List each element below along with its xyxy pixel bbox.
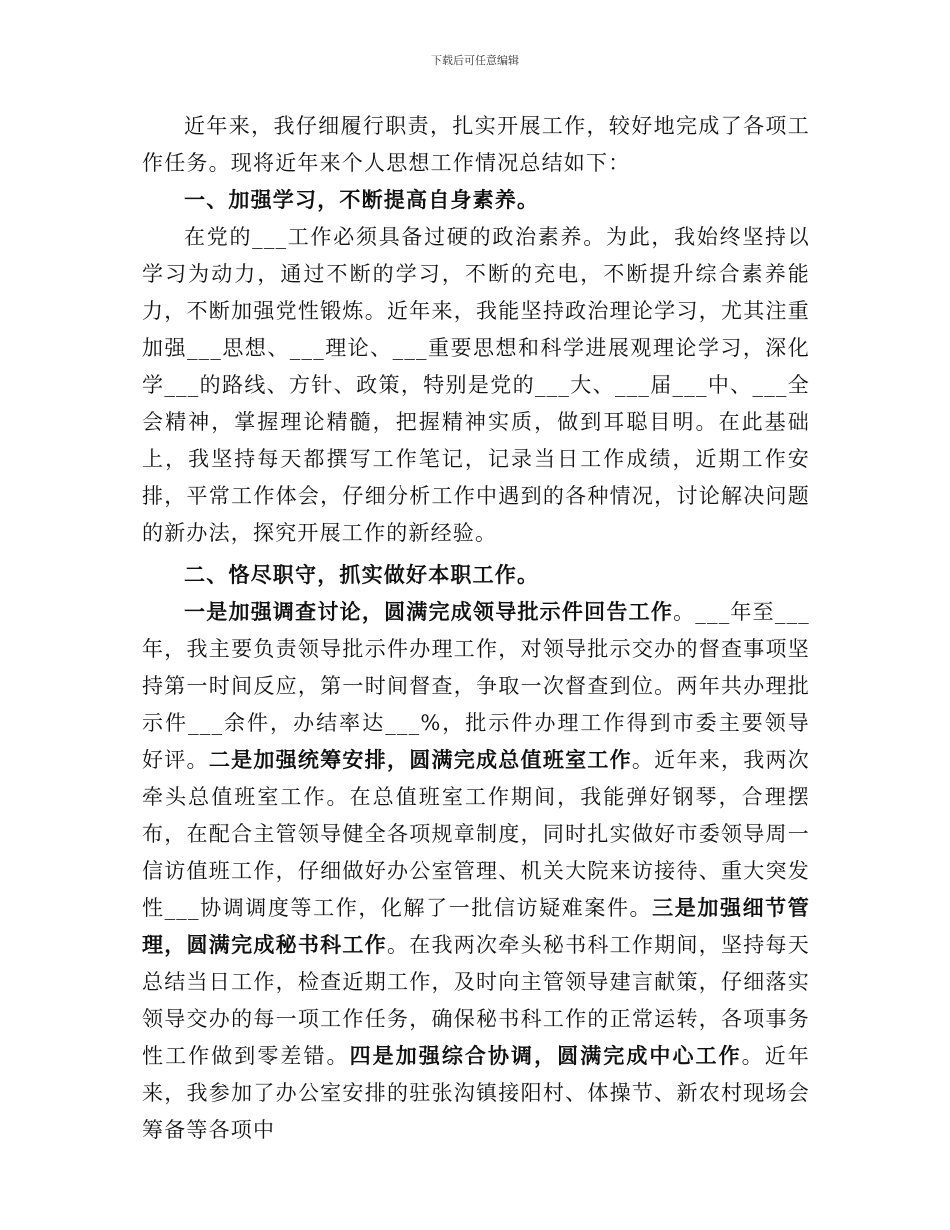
item-3-text: 。在我两次牵头秘书科工作期间，坚持每天总结当日工作，检查近期工作，及时向主管领导建言献策，仔细落实领导交办的每一项工作任务，确保秘书科工作的正常运转，各项事务性工作做到零差错。 <box>142 933 810 1068</box>
intro-paragraph: 近年来，我仔细履行职责，扎实开展工作，较好地完成了各项工作任务。现将近年来个人思想工作情况总结如下： <box>142 114 810 175</box>
section-2-heading: 二、恪尽职守，抓实做好本职工作。 <box>184 563 540 587</box>
document-body <box>142 108 810 1149</box>
item-2-title: 二是加强统筹安排，圆满完成总值班室工作 <box>208 748 632 772</box>
item-4-title: 四是加强综合协调，圆满完成中心工作 <box>349 1044 742 1068</box>
item-2-text: 。近年来，我两次牵头总值班室工作。在总值班室工作期间，我能弹好钢琴，合理摆布，在配合主管领导健全各项规章制度，同时扎实做好市委领导周一信访值班工作，仔细做好办公室管理、机关大院来访接待、重大突发性___协调调度等工作，化解了一批信访疑难案件。 <box>142 748 810 920</box>
page-header: 下载后可任意编辑 <box>431 54 519 67</box>
item-1-text: 。___年至___年，我主要负责领导批示件办理工作，对领导批示交办的督查事项坚持第一时间反应，第一时间督查，争取一次督查到位。两年共办理批示件___余件，办结率达___%，批示件办理工作得到市委主要领导好评。 <box>142 600 810 772</box>
item-4-text: 。近年来，我参加了办公室安排的驻张沟镇接阳村、体操节、新农村现场会筹备等各项中 <box>142 1044 810 1142</box>
item-3-title: 三是加强细节管理，圆满完成秘书科工作 <box>142 896 810 957</box>
section-1-heading: 一、加强学习，不断提高自身素养。 <box>184 188 540 212</box>
section-1-paragraph: 在党的___工作必须具备过硬的政治素养。为此，我始终坚持以学习为动力，通过不断的学习，不断的充电，不断提升综合素养能力，不断加强党性锻炼。近年来，我能坚持政治理论学习，尤其注重加强___思想、___理论、___重要思想和科学进展观理论学习，深化学___的路线、方针、政策，特别是党的___大、___届___中、___全会精神，掌握理论精髓，把握精神实质，做到耳聪目明。在此基础上，我坚持每天都撰写工作笔记，记录当日工作成绩，近期工作安排，平常工作体会，仔细分析工作中遇到的各种情况，讨论解决问题的新办法，探究开展工作的新经验。 <box>142 225 810 545</box>
section-2-paragraph <box>142 594 810 1149</box>
item-1-title: 一是加强调查讨论，圆满完成领导批示件回告工作 <box>184 600 674 624</box>
